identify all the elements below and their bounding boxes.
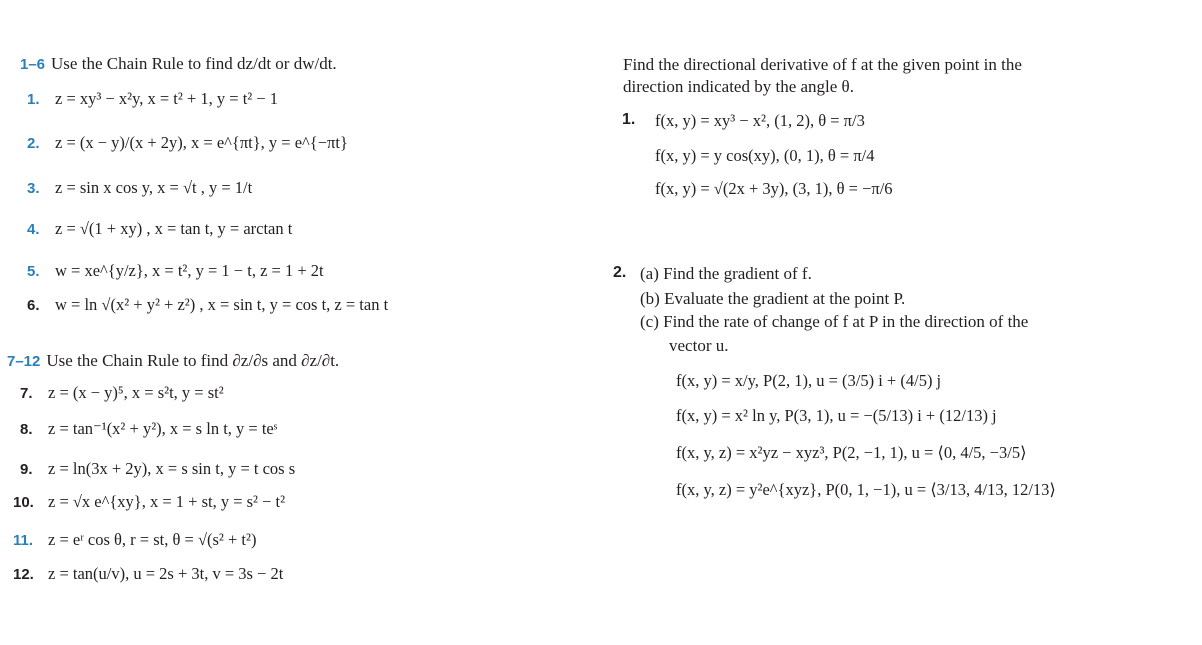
problem-12 (13, 564, 283, 584)
q2-line-4: f(x, y, z) = y²e^{xyz}, P(0, 1, −1), u = ⟨3/13, 4/13, 12/13⟩ (676, 480, 1056, 499)
problem-number: 10. (13, 494, 34, 511)
q2-part-c: (c) Find the rate of change of f at P in the direction of the (640, 312, 1029, 331)
problem-number: 7. (20, 385, 33, 402)
problem-expression: z = √(1 + xy) , x = tan t, y = arctan t (55, 219, 293, 238)
q2-part-b: (b) Evaluate the gradient at the point P. (640, 289, 906, 308)
problem-number: 9. (20, 461, 33, 478)
problem-number: 5. (27, 263, 40, 280)
problem-expression: z = xy³ − x²y, x = t² + 1, y = t² − 1 (55, 89, 279, 108)
section-range: 1–6 (20, 56, 46, 73)
problem-expression: z = √x e^{xy}, x = 1 + st, y = s² − t² (48, 492, 286, 511)
problem-expression: w = xe^{y/z}, x = t², y = 1 − t, z = 1 + 2t (55, 261, 324, 280)
problem-number: 12. (13, 566, 34, 583)
problem-8 (20, 419, 277, 439)
q1-line-1: f(x, y) = xy³ − x², (1, 2), θ = π/3 (655, 111, 865, 130)
problem-number: 1. (27, 91, 40, 108)
q2-part-a: (a) Find the gradient of f. (640, 264, 812, 283)
q2-line-2: f(x, y) = x² ln y, P(3, 1), u = −(5/13) i + (12/13) j (676, 406, 997, 425)
problem-expression: z = (x − y)/(x + 2y), x = e^{πt}, y = e^{−πt} (55, 133, 348, 152)
problem-number: 3. (27, 180, 40, 197)
problem-2 (27, 133, 348, 153)
problem-1 (27, 89, 278, 109)
problem-number: 6. (27, 297, 40, 314)
q2-part-c-cont: vector u. (669, 336, 729, 355)
problem-3 (27, 178, 252, 198)
intro-line-1: Find the directional derivative of f at the given point in the (623, 55, 1022, 74)
problem-number: 4. (27, 221, 40, 238)
problem-expression: w = ln √(x² + y² + z²) , x = sin t, y = cos t, z = tan t (55, 295, 389, 314)
q1-line-3: f(x, y) = √(2x + 3y), (3, 1), θ = −π/6 (655, 179, 893, 198)
problem-9 (20, 459, 295, 479)
problem-expression: z = ln(3x + 2y), x = s sin t, y = t cos s (48, 459, 296, 478)
problem-5 (27, 261, 324, 281)
problem-expression: z = (x − y)⁵, x = s²t, y = st² (48, 383, 224, 402)
problem-number: 2. (27, 135, 40, 152)
problem-6 (27, 295, 388, 315)
problem-7 (20, 383, 224, 403)
q1-line-2: f(x, y) = y cos(xy), (0, 1), θ = π/4 (655, 146, 875, 165)
problem-expression: z = sin x cos y, x = √t , y = 1/t (55, 178, 253, 197)
q2-line-1: f(x, y) = x/y, P(2, 1), u = (3/5) i + (4/5) j (676, 371, 942, 390)
problem-11 (13, 530, 256, 550)
problem-number: 8. (20, 421, 33, 438)
section-instruction: Use the Chain Rule to find ∂z/∂s and ∂z/∂t. (46, 351, 340, 370)
section-range: 7–12 (7, 353, 41, 370)
question-2-number: 2. (613, 264, 627, 281)
intro-line-2: direction indicated by the angle θ. (623, 77, 854, 96)
problem-expression: z = tan(u/v), u = 2s + 3t, v = 3s − 2t (48, 564, 284, 583)
problem-expression: z = tan⁻¹(x² + y²), x = s ln t, y = teˢ (48, 419, 278, 438)
question-1-number: 1. (622, 111, 636, 128)
problem-10 (13, 492, 285, 512)
section-heading-1-6 (20, 54, 337, 74)
problem-expression: z = eʳ cos θ, r = st, θ = √(s² + t²) (48, 530, 257, 549)
problem-number: 11. (13, 532, 34, 549)
section-heading-7-12 (7, 351, 339, 371)
q2-line-3: f(x, y, z) = x²yz − xyz³, P(2, −1, 1), u = ⟨0, 4/5, −3/5⟩ (676, 443, 1027, 462)
problem-4 (27, 219, 292, 239)
section-instruction: Use the Chain Rule to find dz/dt or dw/dt. (51, 54, 337, 73)
